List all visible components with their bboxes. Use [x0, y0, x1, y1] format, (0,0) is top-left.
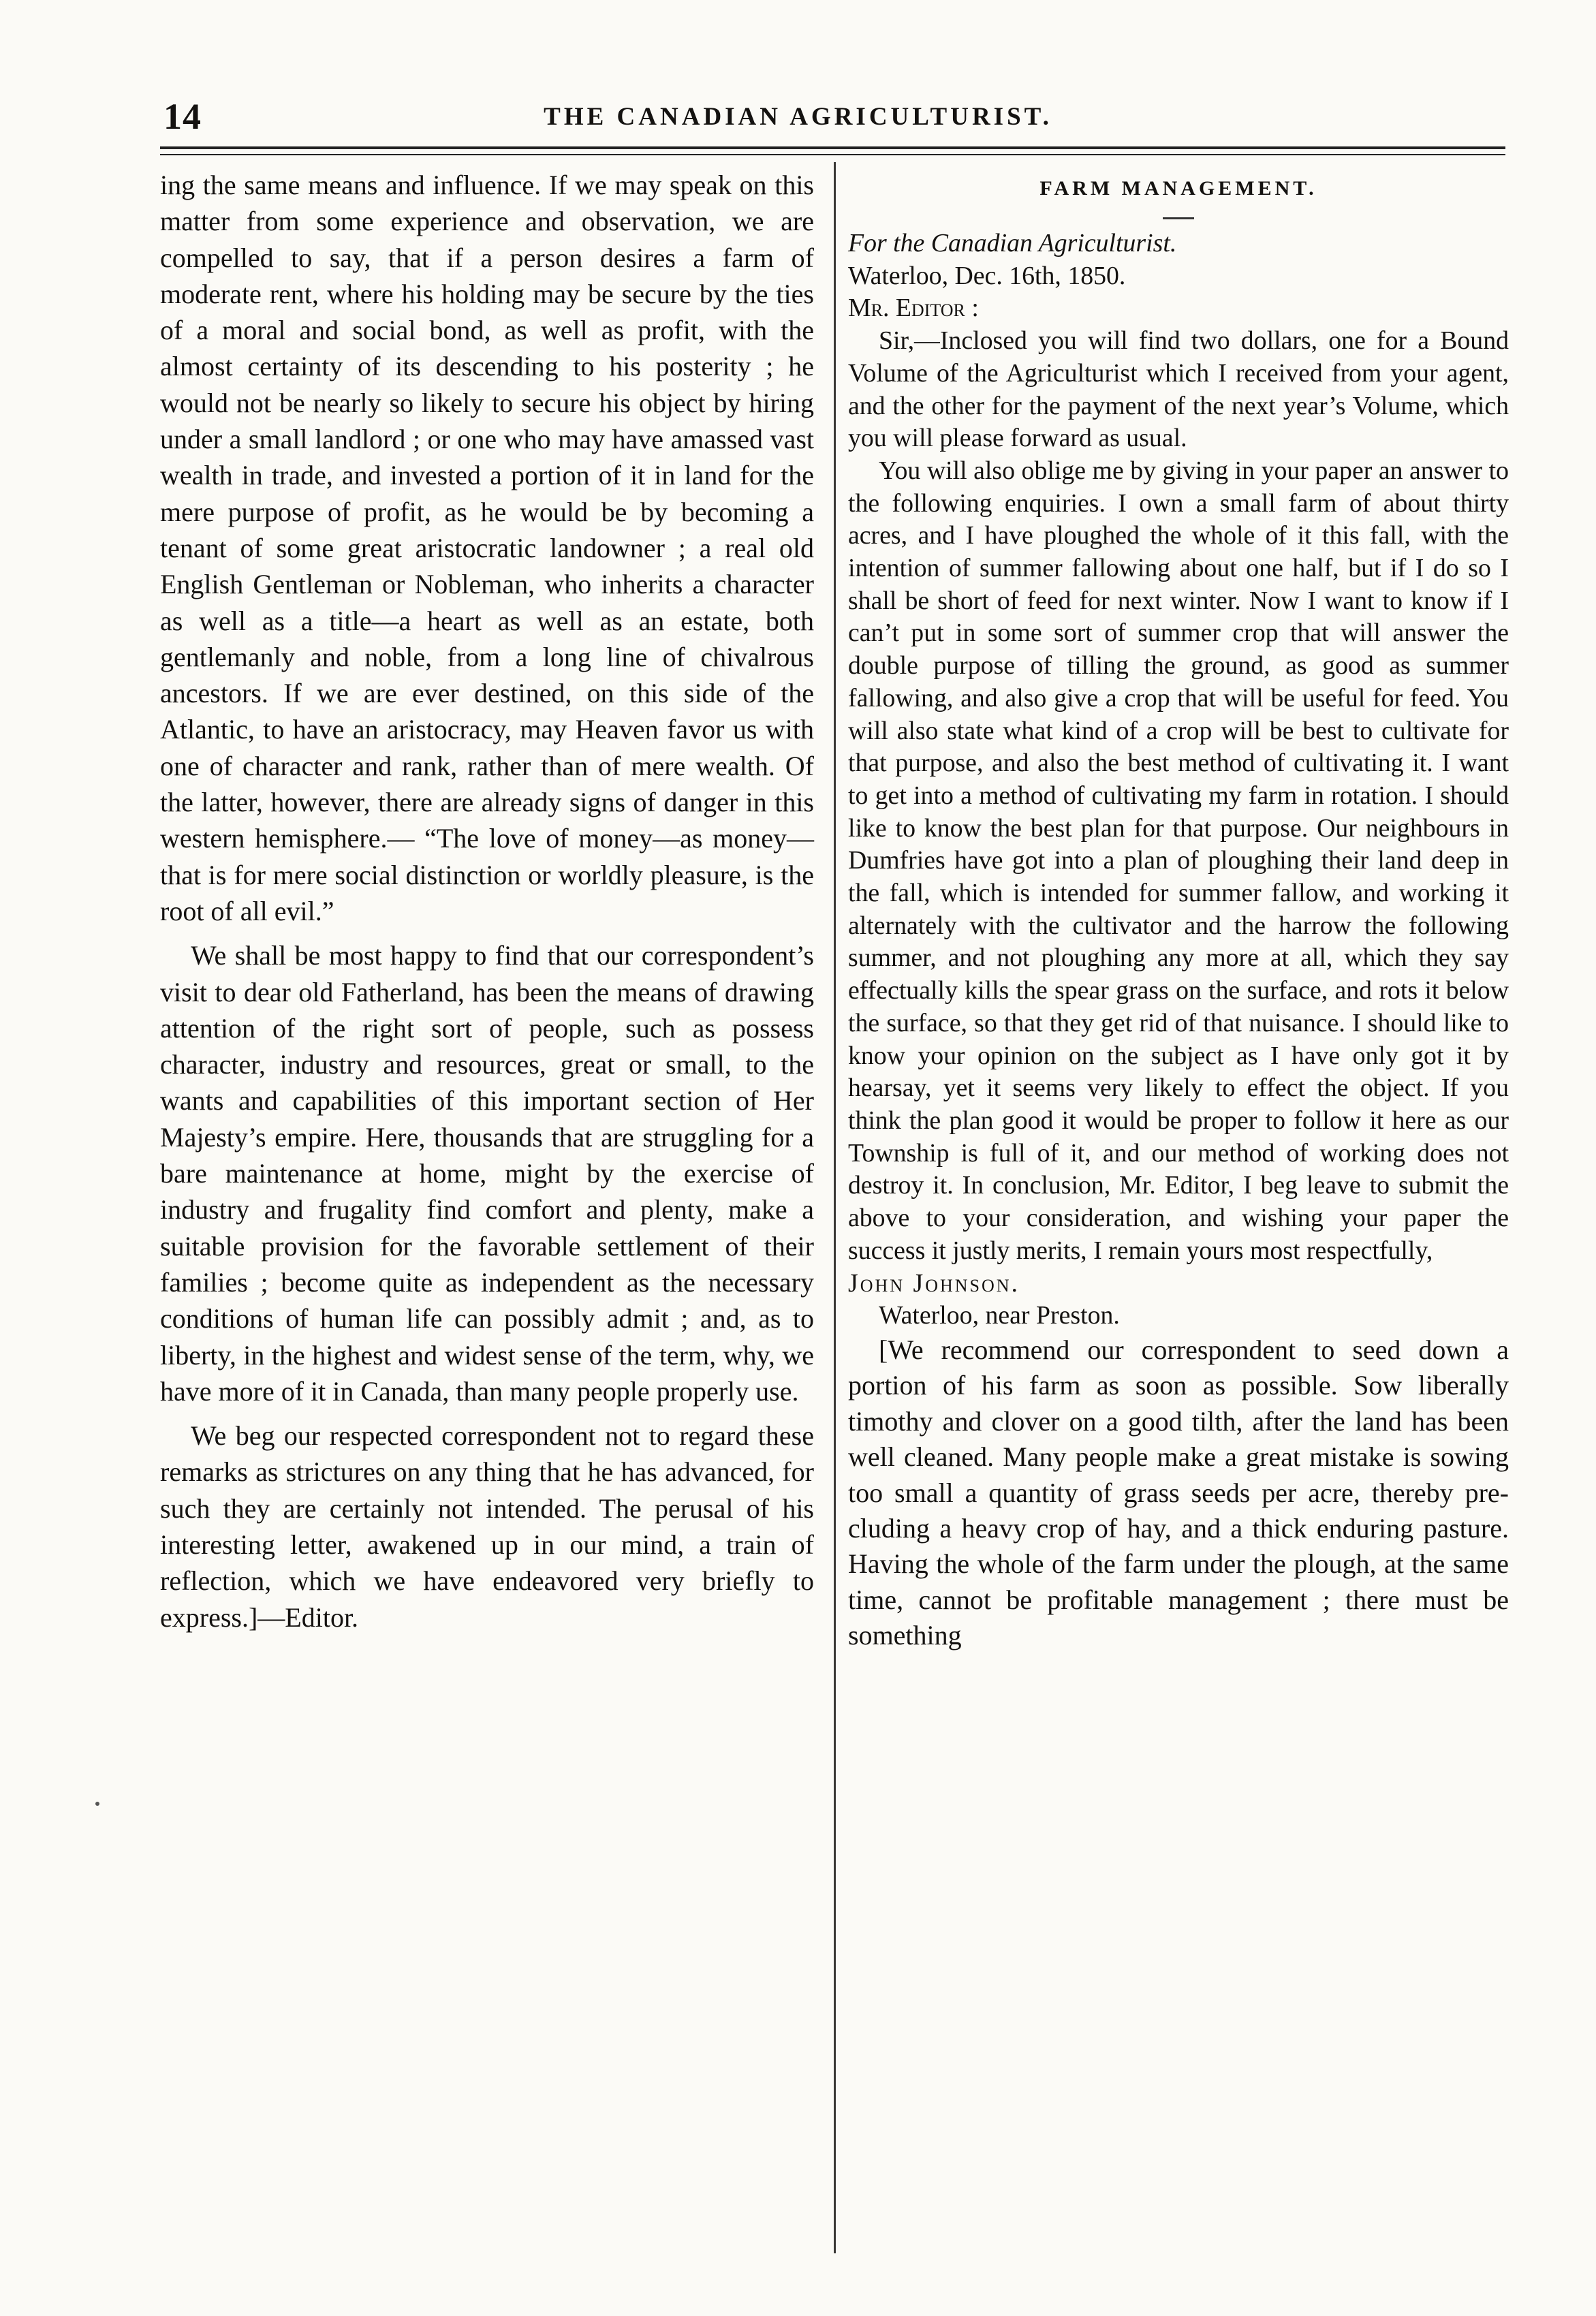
running-title: THE CANADIAN AGRICULTURIST.: [544, 103, 1052, 131]
left-paragraph-3: We beg our respected correspondent not to regard these remarks as strictures on any thing that he has advanced, for such they are certainly not intended. The perusal of his interesting letter, awakened up in our mind, a train of reflection, which we have endeavored very briefly to express.]—Editor.: [160, 1420, 814, 1633]
header-rule-thin: [160, 154, 1505, 155]
salutation: Mr. Editor :: [848, 294, 979, 323]
dateline: Waterloo, Dec. 16th, 1850.: [848, 261, 1126, 290]
section-rule: [1163, 217, 1194, 219]
left-paragraph-1: ing the same means and influence. If we may speak on this matter from some experience and observation, we are compelled to say, that if a person desires a farm of moderate rent, where his holding may be secure by the ties of a moral and social bond, as well as profit, with the almost certainty of its descending to his posterity ; he would not be nearly so likely to secure his object by hiring under a small landlord ; or one who may have amassed vast wealth in trade, and invested a portion of it in land for the mere purpose of profit, as he would be by becoming a tenant of some great aristocratic landowner ; a real old English Gentleman or Nobleman, who inherits a character as well as a title—a heart as well as an estate, both gentlemanly and noble, from a long line of chivalrous ancestors. If we are ever destined, on this side of the Atlantic, to have an aristocracy, may Heaven favor us with one of character and rank, rather than of mere wealth. Of the latter, however, there are already signs of danger in this western hemisphere.— “The love of money—as money—that is for mere social distinction or worldly pleasure, is the root of all evil.”: [160, 170, 814, 926]
signature: John Johnson.: [848, 1268, 1020, 1298]
right-column: [848, 167, 1509, 1654]
letter-paragraph-1: Sir,—Inclosed you will find two dollars, one for a Bound Volume of the Agriculturist which I received from your agent, and the other for the payment of the next year’s Volume, which you will please forward as usual.: [848, 326, 1509, 453]
editor-note: [We recommend our correspondent to seed down a portion of his farm as soon as possible. Sow liberally timothy and clover on a good tilth, after the land has been well cleaned. Many people make a great mistake is sowing too small a quantity of grass seeds per acre, thereby precluding a heavy crop of hay, and a thick enduring pasture. Having the whole of the farm under the plough, at the same time, cannot be profitable management ; there must be something: [848, 1334, 1509, 1651]
left-paragraph-2: We shall be most happy to find that our correspondent’s visit to dear old Fatherland, has been the means of drawing attention of the right sort of people, such as possess character, industry and resources, great or small, to the wants and capabilities of this important section of Her Majesty’s empire. Here, thousands that are struggling for a bare maintenance at home, might by the exercise of industry and frugality find comfort and plenty, make a suitable provision for the favorable settlement of their families ; become quite as independent as the necessary conditions of human life can possibly admit ; and, as to liberty, in the highest and widest sense of the term, why, we have more of it in Canada, than many people properly use.: [160, 940, 814, 1407]
header-rule: [160, 146, 1505, 149]
byline: For the Canadian Agriculturist.: [848, 229, 1177, 257]
left-column: [160, 167, 814, 1636]
section-heading: FARM MANAGEMENT.: [1039, 177, 1317, 200]
place-line: Waterloo, near Preston.: [879, 1301, 1120, 1330]
letter-paragraph-2: You will also oblige me by giving in your paper an answer to the following enquiries. I own a small farm of about thirty acres, and I have ploughed the whole of it this fall, with the intention of summer fallowing about one half, but if I do so I shall be short of feed for next winter. Now I want to know if I can’t put in some sort of summer crop that will answer the double purpose of tilling the ground, as good as summer fallowing, and also give a crop that will be useful for feed. You will also state what kind of a crop will be best to cultivate for that purpose, and also the best method of cultivating it. I want to get into a method of cultivating my farm in rotation. I should like to know the best plan for that purpose. Our neighbours in Dumfries have got into a plan of ploughing their land deep in the fall, which is intended for summer fallow, and working it alternately with the cultivator and the harrow the following summer, and not ploughing any more at all, which they say effectually kills the spear grass on the surface, and rots it below the surface, so that they get rid of that nuisance. I should like to know your opinion on the subject as I have only got it by hearsay, yet it seems very likely to effect the object. If you think the plan good it would be proper to follow it here as our Township is full of it, and our method of working does not destroy it. In conclusion, Mr. Editor, I beg leave to submit the above to your consideration, and wishing your paper the success it justly merits, I remain yours most respectfully,: [848, 456, 1509, 1265]
column-divider: [834, 162, 836, 2253]
page-number: 14: [163, 96, 202, 137]
ink-speck: [95, 1802, 99, 1806]
